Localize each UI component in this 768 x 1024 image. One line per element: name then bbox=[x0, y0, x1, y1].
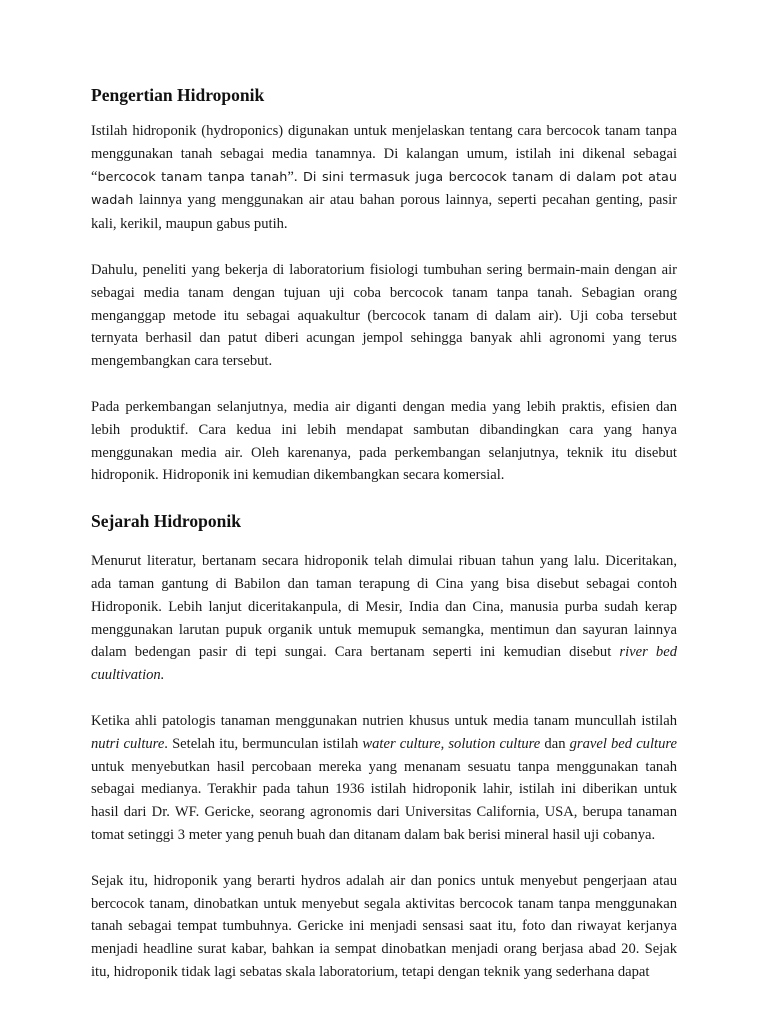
text-run-italic: solution culture bbox=[448, 735, 541, 752]
text-run: , bbox=[440, 735, 449, 752]
text-run: Menurut literatur, bertanam secara hidroponik telah dimulai ribuan tahun yang lalu. Diceritakan, ada taman gantung di Babilon dan taman terapung di Cina yang bisa disebut sebagai contoh Hidroponik. Lebih lanjut diceritakanpula, di Mesir, India dan Cina, manusia purba sudah kerap menggunakan larutan pupuk organik untuk memupuk semangka, mentimun dan sayuran lainnya dalam bedengan pasir di tepi sungai. Cara bertanam seperti ini kemudian disebut bbox=[91, 553, 677, 661]
text-run-italic: nutri culture bbox=[91, 735, 165, 752]
text-run-sans: bercocok tanam tanpa tanah bbox=[97, 169, 288, 185]
text-run: Istilah hidroponik (hydroponics) digunakan untuk menjelaskan tentang cara bercocok tanam tanpa menggunakan tanah sebagai media tanamnya. Di kalangan umum, istilah ini dikenal sebagai “ bbox=[91, 123, 677, 185]
text-run-sans: Di sini termasuk juga bercocok tanam di dalam pot atau wadah bbox=[91, 169, 677, 209]
text-run: . Setelah itu, bermunculan istilah bbox=[164, 735, 363, 752]
paragraph-pengertian-3: Pada perkembangan selanjutnya, media air diganti dengan media yang lebih praktis, efisien dan lebih produktif. Cara kedua ini lebih mendapat sambutan dibandingkan cara yang hanya menggunakan media air. Oleh karenanya, pada perkembangan selanjutnya, teknik itu disebut hidroponik. Hidroponik ini kemudian dikembangkan secara komersial. bbox=[91, 398, 677, 484]
text-run-italic: water culture bbox=[362, 735, 441, 752]
text-run: ”. bbox=[287, 168, 298, 185]
text-run-italic: gravel bed culture bbox=[569, 735, 677, 752]
paragraph-sejarah-1 bbox=[91, 550, 677, 687]
text-run-italic: river bed cuultivation. bbox=[91, 644, 677, 684]
paragraph-sejarah-2 bbox=[91, 710, 677, 847]
text-run: Ketika ahli patologis tanaman menggunakan nutrien khusus untuk media tanam muncullah istilah bbox=[91, 712, 677, 729]
text-run: untuk menyebutkan hasil percobaan mereka yang menanam sesuatu tanpa menggunakan tanah sebagai medianya. Terakhir pada tahun 1936 istilah hidroponik lahir, istilah ini diberikan untuk hasil dari Dr. WF. Gericke, seorang agronomis dari Universitas California, USA, berupa tanaman tomat setinggi 3 meter yang penuh buah dan ditanam dalam bak berisi mineral hasil uji cobanya. bbox=[91, 758, 677, 843]
text-run: dan bbox=[540, 735, 570, 752]
document-page bbox=[91, 84, 677, 1007]
paragraph-pengertian-2: Dahulu, peneliti yang bekerja di laboratorium fisiologi tumbuhan sering bermain-main dengan air sebagai media tanam dengan tujuan uji coba bercocok tanam tanpa tanah. Sebagian orang menganggap metode itu sebagai aquakultur (bercocok tanam di dalam air). Uji coba tersebut ternyata berhasil dan patut diberi acungan jempol sehingga banyak ahli agronomi yang terus mengembangkan cara tersebut. bbox=[91, 261, 677, 370]
paragraph-pengertian-1 bbox=[91, 120, 677, 236]
section-title-pengertian: Pengertian Hidroponik bbox=[91, 85, 265, 105]
text-run: lainnya yang menggunakan air atau bahan porous lainnya, seperti pecahan genting, pasir kali, kerikil, maupun gabus putih. bbox=[91, 192, 677, 233]
paragraph-sejarah-3: Sejak itu, hidroponik yang berarti hydros adalah air dan ponics untuk menyebut pengerjaan atau bercocok tanam, dinobatkan untuk menyebut segala aktivitas bercocok tanam tanpa menggunakan tanah sebagai tempat tumbuhnya. Gericke ini menjadi sensasi saat itu, foto dan riwayat kerjanya menjadi headline surat kabar, bahkan ia sempat dinobatkan menjadi orang berjasa abad 20. Sejak itu, hidroponik tidak lagi sebatas skala laboratorium, tetapi dengan teknik yang sederhana dapat bbox=[91, 872, 677, 980]
section-title-sejarah: Sejarah Hidroponik bbox=[91, 511, 241, 532]
